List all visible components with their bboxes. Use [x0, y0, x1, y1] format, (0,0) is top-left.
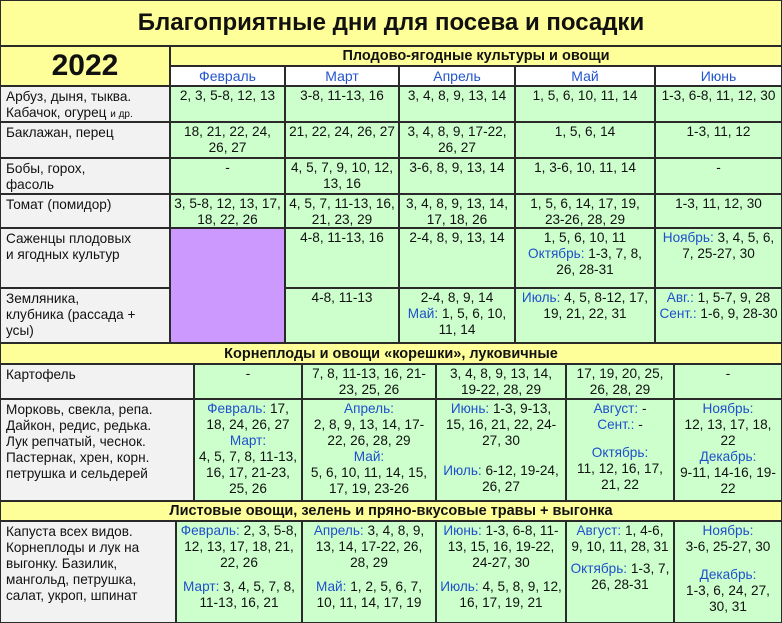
row-label-leafy-greens — [0, 521, 176, 623]
row-label-line: Лук репчатый, чеснок. — [6, 434, 146, 449]
table-cell — [655, 288, 782, 343]
month-label: Март: — [183, 579, 220, 594]
row-label-line: Арбуз, дыня, тыква. — [6, 89, 132, 104]
table-cell — [674, 399, 782, 501]
table-cell: - — [194, 364, 302, 399]
cell-value: 1-3, 7, 26, 28-31 — [591, 561, 670, 592]
table-cell: 3, 4, 8, 9, 17-22, 26, 27 — [399, 122, 515, 158]
row-label-line: Пастернак, хрен, корн. — [6, 450, 150, 465]
table-cell: 1, 5, 6, 10, 11, 14 — [515, 86, 655, 122]
table-cell — [436, 521, 566, 623]
table-cell: 1, 3-6, 10, 11, 14 — [515, 158, 655, 194]
month-header-jun: Июнь — [655, 66, 782, 86]
month-label: Июль: — [440, 579, 479, 594]
month-label: Сент.: — [659, 306, 697, 321]
row-label-line: усы) — [6, 323, 34, 338]
month-label: Июль: — [443, 463, 482, 478]
table-cell: 3-6, 8, 9, 13, 14 — [399, 158, 515, 194]
year-label: 2022 — [0, 46, 170, 86]
table-cell — [515, 288, 655, 343]
table-cell — [302, 399, 436, 501]
row-label-seedlings — [0, 228, 170, 288]
month-label: Апрель: — [344, 401, 394, 416]
table-cell: 7, 8, 11-13, 16, 21-23, 25, 26 — [302, 364, 436, 399]
month-header-apr: Апрель — [399, 66, 515, 86]
month-label: Декабрь: — [699, 567, 757, 582]
table-cell: 2, 3, 5-8, 12, 13 — [170, 86, 285, 122]
row-label-strawberry — [0, 288, 170, 343]
table-cell — [515, 228, 655, 288]
table-cell: 1, 5, 6, 14, 17, 19, 23-26, 28, 29 — [515, 194, 655, 228]
table-cell: 3, 4, 8, 9, 13, 14 — [399, 86, 515, 122]
cell-value: 1-3, 7, 8, 26, 28-31 — [556, 246, 642, 277]
month-label: Март: — [229, 433, 267, 448]
table-cell — [176, 521, 302, 623]
section-roots-header: Корнеплоды и овощи «корешки», луковичные — [0, 343, 782, 364]
cell-value: 4, 5, 7, 8, 11-13, 16, 17, 21-23, 25, 26 — [199, 449, 297, 496]
table-cell: 1-3, 11, 12, 30 — [655, 194, 782, 228]
table-cell: - — [170, 158, 285, 194]
cell-value: - — [641, 401, 647, 416]
month-header-mar: Март — [285, 66, 399, 86]
month-label: Ноябрь: — [662, 230, 714, 245]
cell-value: 1-3, 6, 24, 27, 30, 31 — [686, 583, 770, 614]
table-cell — [566, 399, 674, 501]
section-leaf-header: Листовые овощи, зелень и пряно-вкусовые травы + выгонка — [0, 501, 782, 521]
month-label: Май: — [407, 306, 439, 321]
empty-purple-cell — [170, 228, 285, 343]
cell-value: 11, 12, 16, 17, 21, 22 — [577, 461, 663, 492]
cell-value: 4, 5, 8-12, 17, 19, 21, 22, 31 — [543, 290, 649, 321]
month-label: Август: — [593, 401, 639, 416]
row-label-line: салат, укроп, шпинат — [6, 588, 138, 603]
row-label-note: и др. — [110, 109, 133, 120]
month-label: Октябрь: — [570, 561, 628, 576]
table-cell: 4-8, 11-13, 16 — [285, 228, 399, 288]
table-cell — [302, 521, 436, 623]
month-header-feb: Февраль — [170, 66, 285, 86]
table-cell: 21, 22, 24, 26, 27 — [285, 122, 399, 158]
cell-value: 1-3, 6-8, 11-13, 15, 16, 19-22, 24-27, 30 — [447, 523, 559, 570]
row-label-line: Кабачок, огурец — [6, 105, 107, 120]
table-cell: 3, 4, 8, 9, 13, 14, 17, 18, 26 — [399, 194, 515, 228]
table-cell: - — [655, 158, 782, 194]
row-label-line: клубника (рассада + — [6, 307, 136, 322]
row-label-line: Капуста всех видов. — [6, 524, 133, 539]
cell-value: 4, 5, 8, 9, 12, 16, 17, 19, 21 — [459, 579, 562, 610]
cell-value: - — [638, 417, 643, 432]
cell-value: 2-4, 8, 9, 14 — [420, 290, 494, 305]
month-label: Май: — [353, 449, 385, 464]
cell-value: 3, 4, 8, 9, 13, 14, 17-22, 26, 28, 29 — [315, 523, 425, 570]
section-fruit-header: Плодово-ягодные культуры и овощи — [170, 46, 782, 66]
table-cell — [655, 228, 782, 288]
cell-value: 1, 5, 6, 10, 11, 14 — [438, 306, 507, 337]
table-cell: 17, 19, 20, 25, 26, 28, 29 — [566, 364, 674, 399]
row-label-line: и ягодных культур — [6, 247, 120, 262]
cell-value: 1, 4-6, 9, 10, 11, 28, 31 — [571, 523, 669, 554]
month-label: Май: — [316, 579, 347, 594]
cell-value: 3, 4, 5, 6, 7, 25-27, 30 — [682, 230, 775, 261]
table-cell: 3-8, 11-13, 16 — [285, 86, 399, 122]
month-label: Сент.: — [597, 417, 635, 432]
month-label: Февраль: — [180, 523, 240, 538]
table-cell — [674, 521, 782, 623]
table-cell: 18, 21, 22, 24, 26, 27 — [170, 122, 285, 158]
month-header-may: Май — [515, 66, 655, 86]
cell-value: 2, 3, 5-8, 12, 13, 17, 18, 21, 22, 26 — [184, 523, 298, 570]
cell-value: 1, 5, 6, 10, 11 — [543, 230, 627, 245]
table-cell — [436, 399, 566, 501]
row-label-line: Земляника, — [6, 291, 80, 306]
month-label: Декабрь: — [699, 449, 757, 464]
row-label-line: Морковь, свекла, репа. — [6, 402, 153, 417]
row-label-line: Томат (помидор) — [6, 197, 112, 212]
cell-value: 2, 8, 9, 13, 14, 17-22, 26, 28, 29 — [313, 417, 425, 448]
cell-value: 9-11, 14-16, 19-22 — [680, 465, 776, 496]
row-label-eggplant — [0, 122, 170, 158]
table-cell: - — [674, 364, 782, 399]
table-cell: 4, 5, 7, 11-13, 16, 21, 23, 29 — [285, 194, 399, 228]
month-label: Июль: — [521, 290, 561, 305]
cell-value: 1, 5-7, 9, 28 — [697, 290, 771, 305]
table-cell: 1-3, 6-8, 11, 12, 30 — [655, 86, 782, 122]
month-label: Ноябрь: — [702, 401, 754, 416]
month-label: Февраль: — [207, 401, 267, 416]
row-label-line: выгонку. Базилик, — [6, 556, 118, 571]
cell-value: 3-6, 25-27, 30 — [685, 539, 771, 554]
cell-value: 12, 13, 17, 18, 22 — [684, 417, 772, 448]
month-label: Октябрь: — [528, 246, 585, 261]
month-label: Авг.: — [666, 290, 694, 305]
month-label: Июнь: — [450, 401, 490, 416]
row-label-root-vegetables — [0, 399, 194, 501]
table-cell — [399, 288, 515, 343]
month-label: Октябрь: — [591, 445, 649, 460]
month-label: Июнь: — [443, 523, 482, 538]
table-cell: 3, 4, 8, 9, 13, 14, 19-22, 28, 29 — [436, 364, 566, 399]
table-cell: 4, 5, 7, 9, 10, 12, 13, 16 — [285, 158, 399, 194]
row-label-line: Саженцы плодовых — [6, 231, 132, 246]
table-cell — [194, 399, 302, 501]
table-cell: 1-3, 11, 12 — [655, 122, 782, 158]
row-label-line: Бобы, горох, — [6, 161, 86, 176]
table-cell — [566, 521, 674, 623]
month-label: Август: — [576, 523, 622, 538]
cell-value: 1-6, 9, 28-30 — [700, 306, 778, 321]
row-label-beans — [0, 158, 170, 194]
cell-value: 1, 2, 5, 6, 7, 10, 11, 14, 17, 19 — [316, 579, 422, 610]
row-label-line: мангольд, петрушка, — [6, 572, 137, 587]
cell-value: 3, 4, 5, 7, 8, 11-13, 16, 21 — [199, 579, 295, 610]
page-title: Благоприятные дни для посева и посадки — [0, 0, 782, 46]
table-cell: 4-8, 11-13 — [285, 288, 399, 343]
month-label: Ноябрь: — [702, 523, 754, 538]
table-cell: 3, 5-8, 12, 13, 17, 18, 22, 26 — [170, 194, 285, 228]
row-label-line: Корнеплоды и лук на — [6, 540, 140, 555]
row-label-line: Дайкон, редис, редька. — [6, 418, 152, 433]
cell-value: 17, 18, 24, 26, 27 — [206, 401, 290, 432]
table-cell: 1, 5, 6, 14 — [515, 122, 655, 158]
row-label-melons — [0, 86, 170, 122]
cell-value: 5, 6, 10, 11, 14, 15, 17, 19, 23-26 — [310, 465, 428, 496]
row-label-line: Баклажан, перец — [6, 125, 114, 140]
row-label-line: петрушка и сельдерей — [6, 466, 148, 481]
month-label: Апрель: — [313, 523, 364, 538]
cell-value: 6-12, 19-24, 26, 27 — [482, 463, 559, 494]
table-cell: 2-4, 8, 9, 13, 14 — [399, 228, 515, 288]
row-label-potato: Картофель — [0, 364, 194, 399]
row-label-tomato — [0, 194, 170, 228]
cell-value: 1-3, 9-13, 15, 16, 21, 22, 24-27, 30 — [445, 401, 557, 448]
row-label-line: фасоль — [6, 177, 54, 192]
